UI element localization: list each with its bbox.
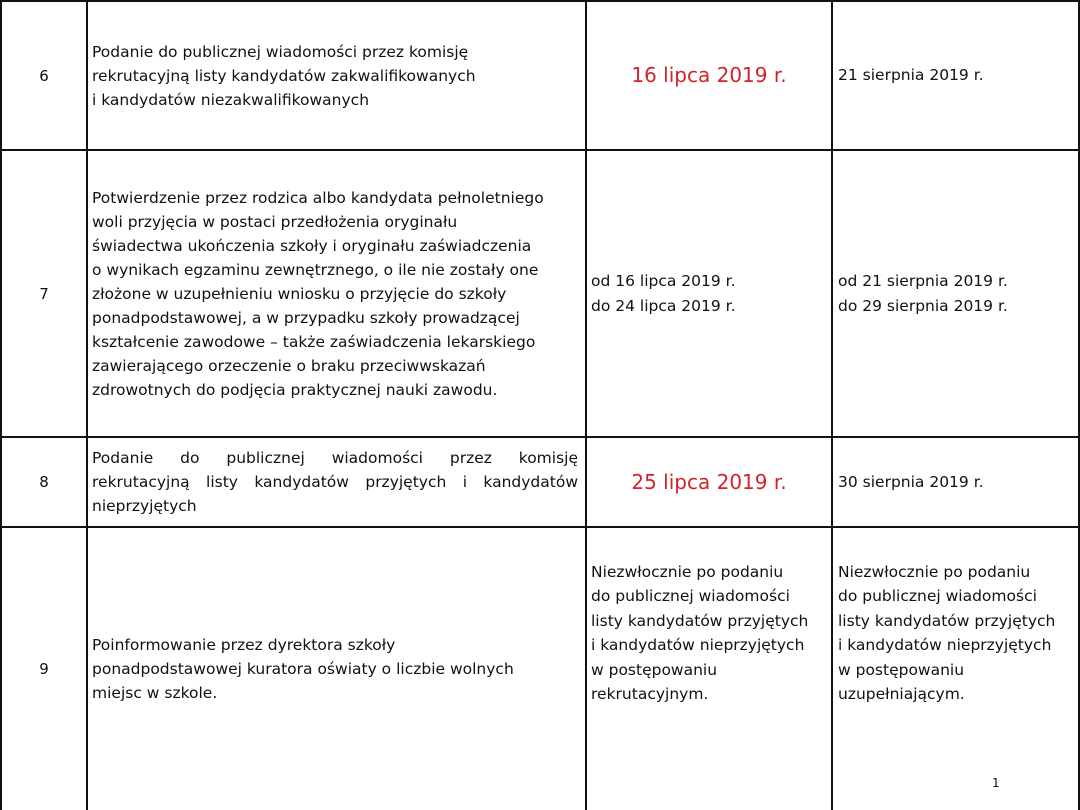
description-line: Podanie do publicznej wiadomości przez komisję xyxy=(92,42,469,61)
main-phase-date xyxy=(587,528,831,810)
description-line: Poinformowanie przez dyrektora szkoły xyxy=(92,636,396,654)
row-description xyxy=(88,2,584,149)
description-line: rekrutacyjną listy kandydatów zakwalifikowanych xyxy=(92,66,476,85)
date-line: Niezwłocznie po podaniu xyxy=(591,562,784,581)
date-line: rekrutacyjnym. xyxy=(591,685,709,703)
date-line: uzupełniającym. xyxy=(838,685,965,703)
date-line: do publicznej wiadomości xyxy=(838,587,1037,605)
description-line: i kandydatów niezakwalifikowanych xyxy=(92,90,370,109)
row-description xyxy=(88,528,584,810)
date-line: do 29 sierpnia 2019 r. xyxy=(838,296,1008,315)
description-line: zawierającego orzeczenie o braku przeciwwskazań xyxy=(92,356,486,375)
description-line: złożone w uzupełnieniu wniosku o przyjęcie do szkoły xyxy=(92,284,507,303)
description-line: ponadpodstawowej, a w przypadku szkoły prowadzącej xyxy=(92,308,520,327)
date-line: od 16 lipca 2019 r. xyxy=(591,272,736,290)
description-line: kształcenie zawodowe – także zaświadczenia lekarskiego xyxy=(92,332,536,351)
description-line: zdrowotnych do podjęcia praktycznej nauki zawodu. xyxy=(92,380,498,399)
date-line: do 24 lipca 2019 r. xyxy=(591,296,736,315)
description-line: nieprzyjętych xyxy=(92,497,197,515)
supplementary-phase-date: 21 sierpnia 2019 r. xyxy=(838,66,984,85)
main-phase-date: 16 lipca 2019 r. xyxy=(631,63,787,88)
date-line: do publicznej wiadomości xyxy=(591,587,790,605)
supplementary-phase-date xyxy=(833,151,1080,436)
description-line: Podanie do publicznej wiadomości przez komisję xyxy=(92,449,578,467)
date-line: w postępowaniu xyxy=(838,660,965,679)
row-number: 9 xyxy=(39,660,49,678)
main-phase-date xyxy=(587,151,831,436)
supplementary-phase-date: 30 sierpnia 2019 r. xyxy=(838,472,984,491)
date-line: listy kandydatów przyjętych xyxy=(591,611,809,630)
page-number: 1 xyxy=(992,776,1000,790)
date-line: i kandydatów nieprzyjętych xyxy=(591,636,805,654)
row-description xyxy=(88,151,584,436)
description-line: rekrutacyjną listy kandydatów przyjętych i kandydatów xyxy=(92,473,578,491)
row-description xyxy=(88,438,584,526)
supplementary-phase-date xyxy=(833,528,1080,810)
description-line: Potwierdzenie przez rodzica albo kandydata pełnoletniego xyxy=(92,188,544,207)
main-phase-date: 25 lipca 2019 r. xyxy=(631,469,787,494)
date-line: i kandydatów nieprzyjętych xyxy=(838,636,1052,654)
row-number: 6 xyxy=(39,66,49,85)
date-line: w postępowaniu xyxy=(591,660,718,679)
description-line: świadectwa ukończenia szkoły i oryginału zaświadczenia xyxy=(92,236,532,255)
date-line: Niezwłocznie po podaniu xyxy=(838,562,1031,581)
description-line: woli przyjęcia w postaci przedłożenia oryginału xyxy=(92,212,458,231)
description-line: o wynikach egzaminu zewnętrznego, o ile nie zostały one xyxy=(92,260,539,279)
date-line: listy kandydatów przyjętych xyxy=(838,611,1056,630)
description-line: ponadpodstawowej kuratora oświaty o liczbie wolnych xyxy=(92,660,514,678)
row-number: 7 xyxy=(39,284,49,303)
date-line: od 21 sierpnia 2019 r. xyxy=(838,272,1008,290)
row-number: 8 xyxy=(39,473,49,491)
description-line: miejsc w szkole. xyxy=(92,684,218,702)
